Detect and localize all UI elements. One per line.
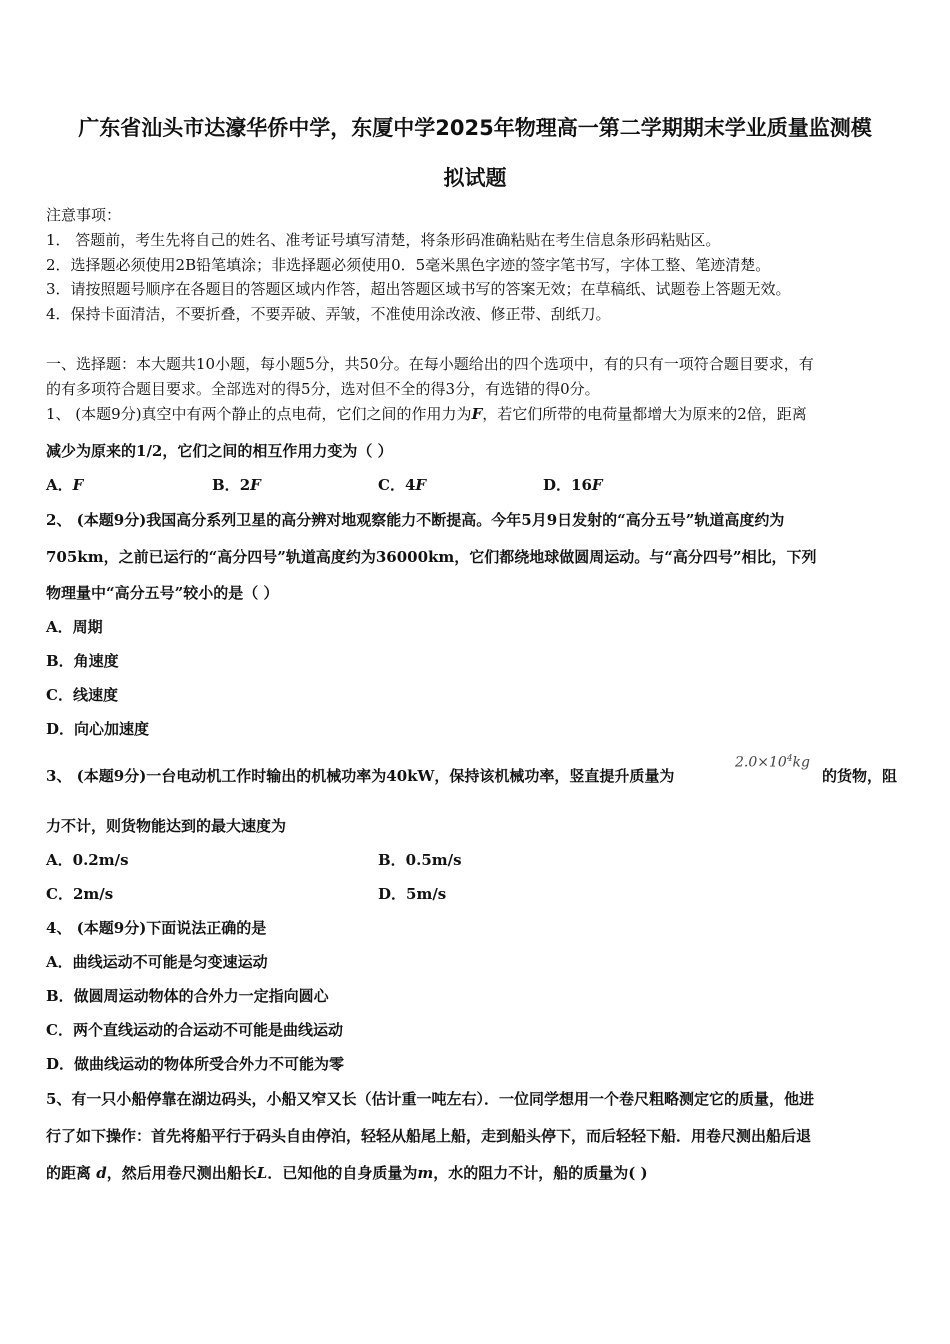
- q5-stem-line2: 行了如下操作：首先将船平行于码头自由停泊，轻轻从船尾上船，走到船头停下，而后轻轻下船．用卷尺测出船后退: [46, 1127, 812, 1145]
- q3-option-c: C．2m/s: [46, 885, 114, 903]
- q2-option-d: D．向心加速度: [46, 720, 150, 738]
- q4-stem: 4、 (本题9分)下面说法正确的是: [46, 919, 267, 937]
- q1-stem-line2: 减少为原来的1/2，它们之间的相互作用力变为（ ）: [46, 442, 393, 460]
- q2-stem-line2: 705km，之前已运行的“高分四号”轨道高度约为36000km，它们都绕地球做圆周运动。与“高分四号”相比，下列: [46, 548, 817, 566]
- q5-stem-line1: 5、有一只小船停靠在湖边码头，小船又窄又长（估计重一吨左右）．一位同学想用一个卷尺粗略测定它的质量，他进: [46, 1090, 814, 1108]
- q3-mass-formula: $2.0\times 10^4kg$: [735, 754, 810, 771]
- section-intro-line1: 一、选择题：本大题共10小题，每小题5分，共50分。在每小题给出的四个选项中，有的只有一项符合题目要求，有: [46, 355, 814, 373]
- q5-var-l: L: [256, 1164, 268, 1182]
- q2-stem-line1: 2、 (本题9分)我国高分系列卫星的高分辨对地观察能力不断提高。今年5月9日发射的“高分五号”轨道高度约为: [46, 511, 785, 529]
- notice-item-4: 4．保持卡面清洁，不要折叠，不要弄破、弄皱，不准使用涂改液、修正带、刮纸刀。: [46, 305, 611, 323]
- notice-heading: 注意事项：: [46, 206, 122, 224]
- page-title-line1: 广东省汕头市达濠华侨中学，东厦中学2025年物理高一第二学期期末学业质量监测模: [78, 116, 872, 140]
- q4-option-a: A．曲线运动不可能是匀变速运动: [46, 953, 268, 971]
- q1-option-c: C．4F: [378, 476, 427, 494]
- q4-option-c: C．两个直线运动的合运动不可能是曲线运动: [46, 1021, 343, 1039]
- section-intro-line2: 的有多项符合题目要求。全部选对的得5分，选对但不全的得3分，有选错的得0分。: [46, 380, 600, 398]
- q3-text-a: 3、 (本题9分)一台电动机工作时输出的机械功率为40kW，保持该机械功率，竖直提升质量为: [46, 767, 675, 785]
- q1-option-b: B．2F: [212, 476, 261, 494]
- page-title-line2: 拟试题: [443, 166, 507, 190]
- q3-stem-line2: 力不计，则货物能达到的最大速度为: [46, 817, 287, 835]
- q1-text-b: ，若它们所带的电荷量都增大为原来的2倍，距离: [482, 405, 807, 423]
- q3-stem-line1: [46, 765, 674, 786]
- q2-option-b: B．角速度: [46, 652, 119, 670]
- q1-stem-line1: [46, 403, 807, 424]
- q5-stem-line3: 的距离 d，然后用卷尺测出船长L．已知他的自身质量为m，水的阻力不计，船的质量为( ): [46, 1164, 648, 1182]
- q3-text-b: 的货物，阻: [822, 767, 898, 785]
- q1-option-d: D．16F: [543, 476, 603, 494]
- q5-var-m: m: [417, 1164, 434, 1182]
- notice-item-2: 2．选择题必须使用2B铅笔填涂；非选择题必须使用0．5毫米黑色字迹的签字笔书写，字体工整、笔迹清楚。: [46, 256, 771, 274]
- q3-option-d: D．5m/s: [378, 885, 447, 903]
- q2-stem-line3: 物理量中“高分五号”较小的是（ ）: [46, 584, 279, 602]
- q2-option-c: C．线速度: [46, 686, 118, 704]
- notice-item-3: 3．请按照题号顺序在各题目的答题区域内作答，超出答题区域书写的答案无效；在草稿纸、试题卷上答题无效。: [46, 280, 791, 298]
- q4-option-d: D．做曲线运动的物体所受合外力不可能为零: [46, 1055, 345, 1073]
- q2-option-a: A．周期: [46, 618, 103, 636]
- q1-option-a: A．F: [46, 476, 84, 494]
- q4-option-b: B．做圆周运动物体的合外力一定指向圆心: [46, 987, 329, 1005]
- notice-item-1: 1． 答题前，考生先将自己的姓名、准考证号填写清楚，将条形码准确粘贴在考生信息条形码粘贴区。: [46, 231, 721, 249]
- q1-var-f: F: [471, 405, 483, 423]
- q1-text-a: 1、 (本题9分)真空中有两个静止的点电荷，它们之间的作用力为: [46, 405, 472, 423]
- q5-var-d: d: [96, 1164, 107, 1182]
- q3-option-b: B．0.5m/s: [378, 851, 462, 869]
- q3-option-a: A．0.2m/s: [46, 851, 129, 869]
